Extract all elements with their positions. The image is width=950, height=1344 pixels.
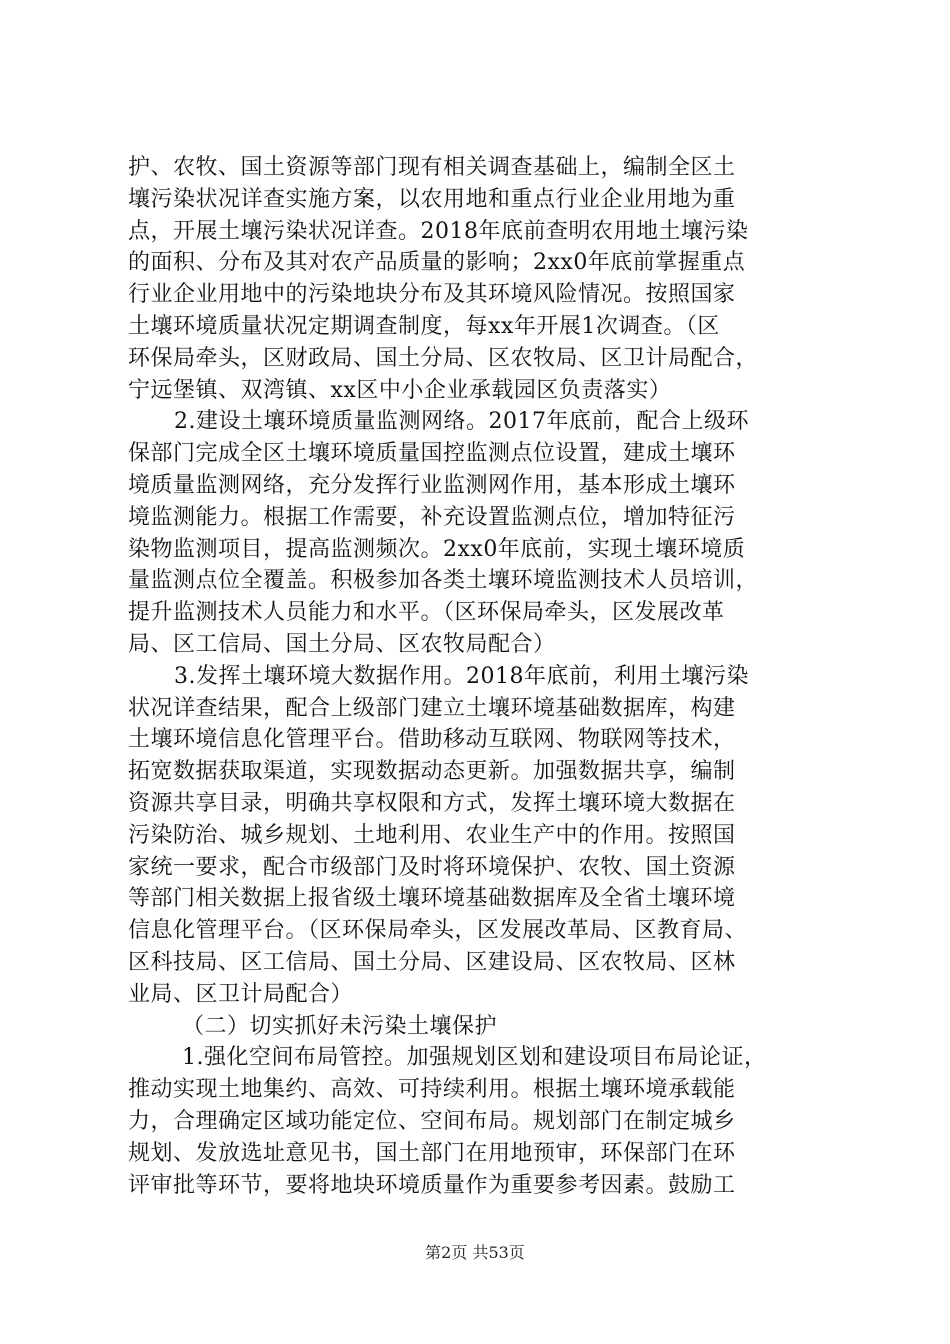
section-heading: （二）切实抓好未污染土壤保护 — [182, 1013, 498, 1039]
text-line: 境质量监测网络，充分发挥行业监测网作用，基本形成土壤环 — [128, 472, 736, 498]
text-line: 的面积、分布及其对农产品质量的影响；2xx0年底前掌握重点 — [128, 250, 746, 276]
text-line: 拓宽数据获取渠道，实现数据动态更新。加强数据共享，编制 — [128, 759, 736, 785]
text-line: 壤污染状况详查实施方案，以农用地和重点行业企业用地为重 — [128, 186, 736, 212]
text-line: 护、农牧、国土资源等部门现有相关调查基础上，编制全区土 — [128, 155, 736, 180]
text-line: 规划、发放选址意见书，国土部门在用地预审，环保部门在环 — [128, 1140, 736, 1166]
text-line: 宁远堡镇、双湾镇、xx区中小企业承载园区负责落实） — [128, 377, 672, 403]
text-line: 境监测能力。根据工作需要，补充设置监测点位，增加特征污 — [128, 504, 736, 530]
text-line: 污染防治、城乡规划、土地利用、农业生产中的作用。按照国 — [128, 822, 736, 848]
text-line: 家统一要求，配合市级部门及时将环境保护、农牧、国土资源 — [128, 854, 736, 880]
text-line: 推动实现土地集约、高效、可持续利用。根据土壤环境承载能 — [128, 1077, 736, 1103]
text-line: 状况详查结果，配合上级部门建立土壤环境基础数据库，构建 — [128, 695, 736, 721]
page-number-footer: 第2页 共53页 — [425, 1243, 525, 1262]
document-body — [128, 152, 828, 1201]
text-line: 行业企业用地中的污染地块分布及其环境风险情况。按照国家 — [128, 282, 736, 308]
text-line: 等部门相关数据上报省级土壤环境基础数据库及全省土壤环境 — [128, 886, 736, 912]
text-line: 土壤环境质量状况定期调查制度，每xx年开展1次调查。（区 — [128, 313, 720, 339]
text-line: 业局、区卫计局配合） — [128, 981, 354, 1007]
text-line: 土壤环境信息化管理平台。借助移动互联网、物联网等技术， — [128, 727, 736, 753]
text-line: 2.建设土壤环境质量监测网络。2017年底前，配合上级环 — [174, 409, 749, 435]
text-line: 1.强化空间布局管控。加强规划区划和建设项目布局论证， — [182, 1045, 767, 1071]
text-line: 力，合理确定区域功能定位、空间布局。规划部门在制定城乡 — [128, 1108, 736, 1134]
text-line: 提升监测技术人员能力和水平。（区环保局牵头，区发展改革 — [128, 600, 725, 626]
text-line: 资源共享目录，明确共享权限和方式，发挥土壤环境大数据在 — [128, 790, 736, 816]
text-line: 量监测点位全覆盖。积极参加各类土壤环境监测技术人员培训， — [128, 568, 759, 594]
text-line: 环保局牵头，区财政局、国土分局、区农牧局、区卫计局配合， — [128, 345, 759, 371]
text-line: 信息化管理平台。（区环保局牵头，区发展改革局、区教育局、 — [128, 918, 748, 944]
text-line: 区科技局、区工信局、国土分局、区建设局、区农牧局、区林 — [128, 949, 736, 975]
text-line: 点，开展土壤污染状况详查。2018年底前查明农用地土壤污染 — [128, 218, 749, 244]
text-line: 染物监测项目，提高监测频次。2xx0年底前，实现土壤环境质 — [128, 536, 746, 562]
text-line: 局、区工信局、国土分局、区农牧局配合） — [128, 631, 556, 657]
text-line: 3.发挥土壤环境大数据作用。2018年底前，利用土壤污染 — [174, 663, 749, 689]
text-line: 评审批等环节，要将地块环境质量作为重要参考因素。鼓励工 — [128, 1172, 736, 1198]
text-line: 保部门完成全区土壤环境质量国控监测点位设置，建成土壤环 — [128, 441, 736, 467]
